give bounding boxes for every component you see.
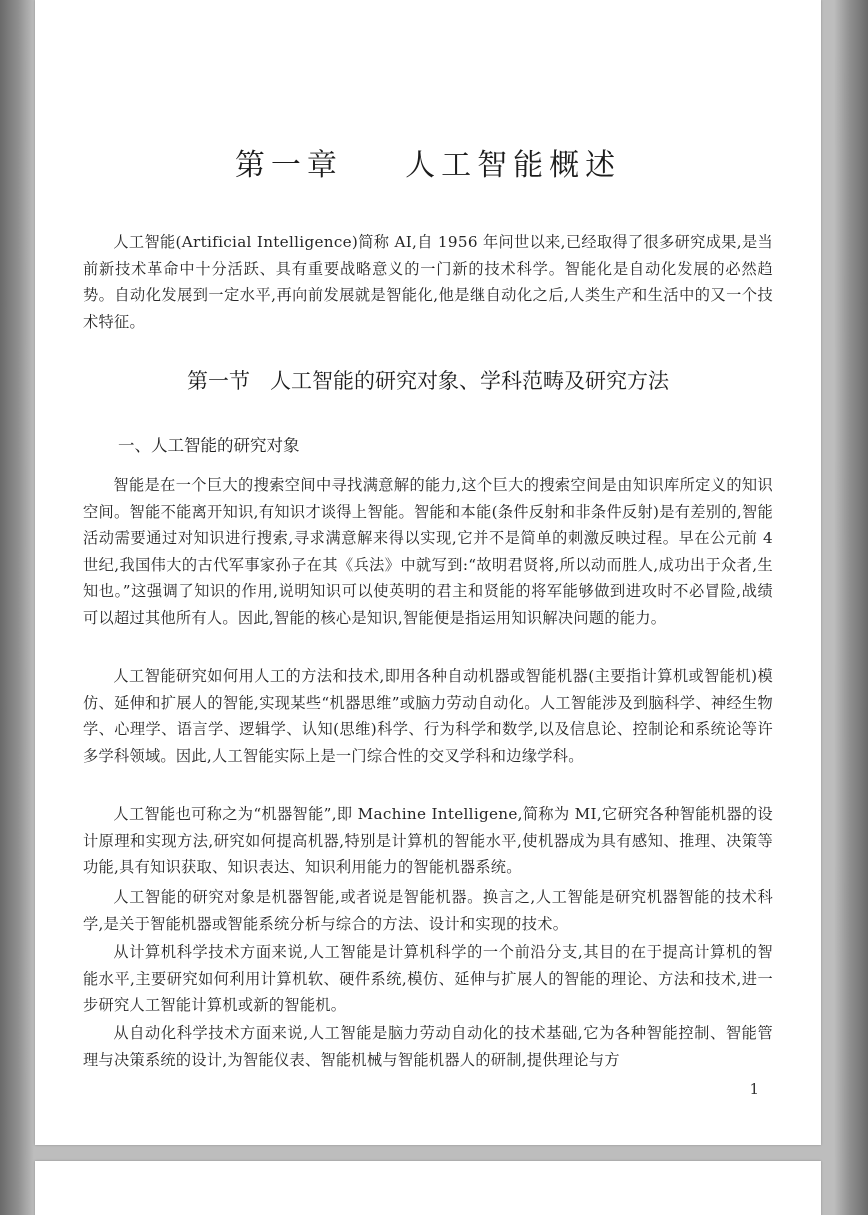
body-paragraph: 从计算机科学技术方面来说,人工智能是计算机科学的一个前沿分支,其目的在于提高计算机的智能水平,主要研究如何利用计算机软、硬件系统,模仿、延伸与扩展人的智能的理论、方法和技术,进一步研究人工智能计算机或新的智能机。 — [83, 943, 773, 1015]
next-page — [35, 1161, 821, 1215]
body-paragraph: 从自动化科学技术方面来说,人工智能是脑力劳动自动化的技术基础,它为各种智能控制、智能管理与决策系统的设计,为智能仪表、智能机械与智能机器人的研制,提供理论与方 — [83, 1024, 773, 1069]
body-paragraph: 人工智能也可称之为“机器智能”,即 Machine Intelligene,简称为 MI,它研究各种智能机器的设计原理和实现方法,研究如何提高机器,特别是计算机的智能水平,使机器成为具有感知、推理、决策等功能,具有知识获取、知识表达、知识利用能力的智能机器系统。 — [83, 805, 773, 877]
chapter-title: 第一章 人工智能概述 — [234, 148, 622, 183]
body-paragraph: 人工智能研究如何用人工的方法和技术,即用各种自动机器或智能机器(主要指计算机或智能机)模仿、延伸和扩展人的智能,实现某些“机器思维”或脑力劳动自动化。人工智能涉及到脑科学、神经生物学、心理学、语言学、逻辑学、认知(思维)科学、行为科学和数学,以及信息论、控制论和系统论等许多学科领域。因此,人工智能实际上是一门综合性的交叉学科和边缘学科。 — [83, 667, 773, 765]
intro-paragraph: 人工智能(Artificial Intelligence)简称 AI,自 1956 年问世以来,已经取得了很多研究成果,是当前新技术革命中十分活跃、具有重要战略意义的一门新的技术科学。智能化是自动化发展的必然趋势。自动化发展到一定水平,再向前发展就是智能化,他是继自动化之后,人类生产和生活中的又一个技术特征。 — [83, 233, 773, 331]
body-paragraph: 智能是在一个巨大的搜索空间中寻找满意解的能力,这个巨大的搜索空间是由知识库所定义的知识空间。智能不能离开知识,有知识才谈得上智能。智能和本能(条件反射和非条件反射)是有差别的,智能活动需要通过对知识进行搜索,寻求满意解来得以实现,它并不是简单的刺激反映过程。早在公元前 4 世纪,我国伟大的古代军事家孙子在其《兵法》中就写到:“故明君贤将,所以动而胜人,成功出于众者,生知也。”这强调了知识的作用,说明知识可以使英明的君主和贤能的将军能够做到进攻时不必冒险,战绩可以超过其他所有人。因此,智能的核心是知识,智能便是指运用知识解决问题的能力。 — [83, 476, 773, 627]
section-title: 第一节 人工智能的研究对象、学科范畴及研究方法 — [186, 369, 670, 393]
page-number: 1 — [749, 1080, 759, 1098]
body-paragraph: 人工智能的研究对象是机器智能,或者说是智能机器。换言之,人工智能是研究机器智能的技术科学,是关于智能机器或智能系统分析与综合的方法、设计和实现的技术。 — [83, 888, 773, 933]
subsection-title: 一、人工智能的研究对象 — [118, 436, 300, 455]
document-page — [35, 0, 821, 1145]
